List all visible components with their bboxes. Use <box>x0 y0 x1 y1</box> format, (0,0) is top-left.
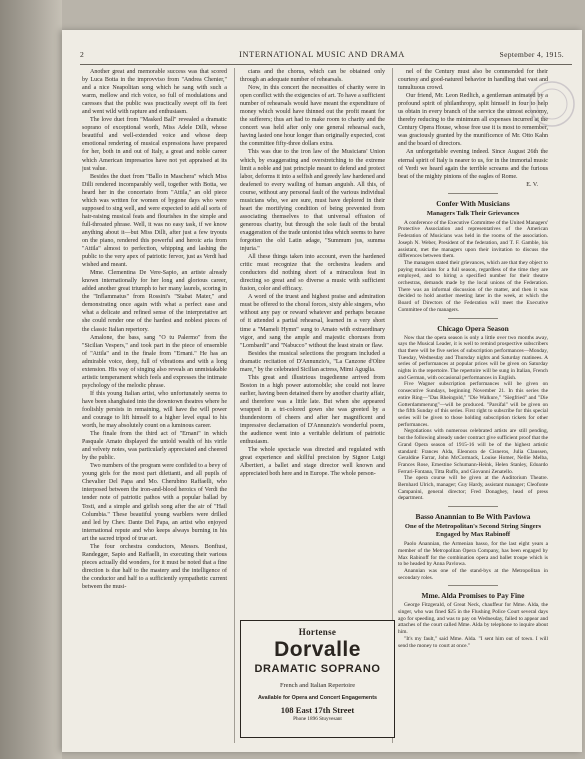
paragraph: A conference of the Executive Committee of the United Managers' Protective Association and representatives of the American Federation of Musicians was held in the rooms of the association. Joseph N. Weber, President of the federation, and T. F. Gamble, his assistant, met the managers upon their invitation to discuss the differences between them. <box>398 219 548 260</box>
issue-date: September 4, 1915. <box>499 50 564 59</box>
paragraph: If this young Italian artist, who unfortunately seems to have been shanghaied into the downtown theatres where he foolishly persists in remaining, will have the will power and courage to lift himself to a higher level equal to his worth, he may absolutely count on a luminous career. <box>82 390 227 430</box>
ad-first-name: Hortense <box>298 627 337 637</box>
paragraph: The finale from the third act of "Ernani" in which Pasquale Amato displayed the untold wealth of his virile and velvety notes, was particularly appreciated and cheered by the public. <box>82 431 227 462</box>
book-gutter <box>0 0 62 759</box>
header-rule <box>80 64 572 65</box>
column-divider <box>234 68 235 743</box>
section-body <box>398 335 548 503</box>
paragraph: Mme. Clementina De Vere-Sapio, an artiste already known internationally for her long and glorious career, added another great triumph to her many laurels, scoring in the "Inflammatus" from Rossini's "Stabat Mater," and demonstrating once again with what a perfect ease and what a delicate and refined sense of the interpretative art she could render one of the hardest and noblest pieces of the classic Italian repertory. <box>82 270 227 333</box>
paragraph: This great and illustrious tragedienne arrived from Boston in a high power automobile; she could not leave earlier, having been detained there by another charity affair, and therefore was a little late. But when she appeared wrapped in a tri-colored gown she was greeted by a thunderstorm of cheers and after her magnificent and impressive declamation of D'Annunzio's wonderful poem, the audience went into a veritable delirium of patriotic enthusiasm. <box>240 374 385 446</box>
ad-availability: Available for Opera and Concert Engagements <box>257 695 378 701</box>
paragraph: Five Wagner subscription performances will be given on consecutive Sundays, beginning November 21. In this series the entire Ring—"Das Rheingold," "Die Walkure," "Siegfried" and "Die Gotterdammerung"—will be produced. "Parsifal" will be given on the fifth Sunday of this series. First right to subscribe for this special series will be given to those holding subscription tickets for other performances. <box>398 381 548 428</box>
paragraph: Besides the musical selections the program included a dramatic recitation of D'Annunzio's, "La Canzone d'Oltre mare," by the celebrated Sicilian actress, Mimi Aguglia. <box>240 350 385 373</box>
section-subheading: One of the Metropolitan's Second String Singers Engaged by Max Rabinoff <box>404 523 542 539</box>
paragraph: George Fitzgerald, of Great Neck, chauffeur for Mme. Alda, the singer, who was fined $25 in the Flushing Police Court several days ago for speeding, and was to pay on Wednesday, failed to appear and attaches of the court called Mme. Alda by telephone to inquire about him. <box>398 602 548 636</box>
paragraph: The opera course will be given at the Auditorium Theatre. Bernhard Ulrich, manager; Guy Hardy, assistant manager; Cleofonte Campanini, general director; Fred Donaghey, head of press department. <box>398 475 548 502</box>
paragraph: Besides the duet from "Ballo in Maschera" which Miss Dilli rendered incomparably well, together with Botta, we heard her in the concertato from "Attila," an old piece which was written for women of bygone days who were supposed to sing well, and were expected to add all sorts of hair-raising musical feats and flourishes in the simple and full-throated phrase. Well, it was no easy task, if we know anything about it—but Miss Dilli, after just a few tryouts on the piano, rendered this powerful and heroic aria from "Attila" almost to perfection, whipping and lashing the public to the very apex of patriotic fervor, just as Verdi had wished and meant. <box>82 173 227 269</box>
paragraph: Two numbers of the program were confided to a bevy of young girls for the most part dilettanti, and all pupils of Chevalier Del Papa and Mo. Cherubino Raffaelli, who interposed between the iron-and-blood heroics of Verdi the tender note of patriotic pathos with a popular ballad by Tosti, and a simple and girlish song after the air of "Hail Columbia." These beautiful young warblers were drilled and led by Chev. Dante Del Papa, an artist who enjoyed international repute and who keeps always burning in his art the sacred tripod of true art. <box>82 463 227 542</box>
page-number: 2 <box>80 50 85 59</box>
section-heading: Chicago Opera Season <box>437 323 509 333</box>
paragraph: The whole spectacle was directed and regulated with great experience and skillful precision by Signor Luigi Albertieri, a ballet and stage director well known and appreciated both here and in Europe. The whole person- <box>240 447 385 478</box>
paragraph: Now, in this concert the necessities of charity were in open conflict with the exigencies of art. To have a sufficient number of rehearsals would have meant the expenditure of money which would have thinned out the profit meant for the sufferers; thus art had to make room to charity and the concert was held after only one general rehearsal each, having lasted one hour longer than originally expected, cost the committee fifty-three dollars extra. <box>240 85 385 148</box>
paragraph: The managers stated their grievances, which are that they object to paying musicians for a full season, regardless of the time they are employed, and to hiring a specified number for their theatre orchestras, demands made by the local unions of the Federation. There was an informal discussion of the matter, and then it was decided to hold another meeting later in the week, at which the Board of Directors of the Federation will meet the Executive Committee of the managers. <box>398 259 548 313</box>
section-heading: Mme. Alda Promises to Pay Fine <box>421 591 525 601</box>
paragraph: "It's my fault," said Mme. Alda. "I sent him out of town. I will send the money to court at once." <box>398 635 548 649</box>
paragraph: This was due to the iron law of the Musicians' Union which, by exaggerating and overstretching to the extreme limit a noble and just principle meant to defend and protect labor, deforms it into a selfish and greedy law hardened and deafened to every wailing of human anguish. All this, of course, without any personal fault of the various individual musicians who, we are sure, must have deplored in their heart the mortifying condition of being prevented from associating themselves to that universal effusion of generous charity, but through the sole fault of the brutal exaggeration of the trade unionist idea which seems to have forgotten the old Latin adage, "Summum jus, summa injuria." <box>240 149 385 253</box>
article-column-2 <box>240 68 385 616</box>
section-body <box>398 220 548 314</box>
ad-address: 108 East 17th Street <box>280 705 355 715</box>
section-subheading: Managers Talk Their Grievances <box>426 209 520 217</box>
paragraph: An unforgettable evening indeed. Since August 26th the eternal spirit of Italy is nearer to us, for in the immortal music of Verdi we heard again the terrible screams and the furious beat of the mighty pinions of the eagles of Rome. <box>398 149 548 180</box>
section-divider <box>448 193 498 194</box>
page-header <box>70 50 574 62</box>
paragraph: A word of the truest and highest praise and admiration must be offered to the choral forces, sixty able singers, who without any pay or reward whatever and perhaps because of it attended a partial rehearsal, learned in a very short time a "Mameli Hymn" sung to Amato with extraordinary vigor, and sang the ample and majestic choruses from "Lombardi" and "Nabucco" without the least strain or flaw. <box>240 294 385 349</box>
paragraph: Our friend, Mr. Leon Redlich, a gentleman animated by a profound spirit of philanthropy, split himself in four to help us obtain in every branch of the service the utmost economy, thereby reducing to the minimum all expenses incurred at the Century Opera House, whose free use it is most to remember, was graciously granted by the munificence of Mr. Otto Kahn and the board of directors. <box>398 93 548 148</box>
section-body <box>398 541 548 581</box>
paragraph: Anannian was one of the stand-bys at the Metropolitan in secondary roles. <box>398 567 548 581</box>
paragraph: The four orchestra conductors, Messrs. Bonfiusi, Randegger, Sapio and Raffaelli, in executing their various pieces actually did wonders, for it must be noted that a fine direction is due half to the mastery and the intelligence of the conductor and half to a sufficiently sympathetic current between the musi- <box>82 543 227 590</box>
paragraph: Negotiations with numerous celebrated artists are still pending, but the following already under contract give sufficient proof that the Grand Opera season of 1915-16 will be of the highest artistic standard: Frances Alda, Eleonora de Cisneros, Julia Claussen, Geraldine Farrar, John McCormack, Louise Homer, Nellie Melba, Frances Rose, Ernestine Schumann-Heink, Helen Stanley, Edoardo Ferrari-Fontana, Titta Ruffo, and Giovanni Zenatello. <box>398 428 548 475</box>
paragraph: Paolo Anannian, the Armenian basso, for the last eight years a member of the Metropolitan Opera Company, has been engaged by Max Rabinoff for the combination opera and ballet troupe which is to be headed by Anna Pavlowa. <box>398 541 548 568</box>
ad-repertoire: French and Italian Repertoire <box>279 682 356 689</box>
section-heading: Basso Anannian to Be With Pavlowa <box>415 512 531 522</box>
library-stamp-icon <box>526 78 578 130</box>
section-divider <box>448 506 498 507</box>
section-divider <box>448 585 498 586</box>
paragraph: cians and the chorus, which can be obtained only through an adequate number of rehearsals. <box>240 69 385 84</box>
ad-phone: Phone 1896 Stuyvesant <box>293 716 342 722</box>
magazine-page <box>62 30 582 752</box>
section-heading: Confer With Musicians <box>436 198 510 208</box>
section-body <box>398 602 548 649</box>
article-column-1 <box>82 68 227 743</box>
paragraph: The love duet from "Masked Ball" revealed a dramatic soprano of exceptional worth, Miss Adele Dilli, whose beautiful and well-extended voice and whose deep emotional rendering of musical expressions have prepared for her, both in and out of Italy, a great and noble career which American impresarios have not yet appraised at its just value. <box>82 117 227 172</box>
paragraph: Amalone, the bass, sang "O tu Palermo" from the "Sicilian Vespers," and took part in the piece of ensemble of "Attila" and in the finale from "Ernani." He has an admirable voice, deep, full of vibrations and with a long extension. His way of singing also reveals an unmistakable artistic temperament which feels and expresses the intimate psychology of the melodic phrase. <box>82 334 227 389</box>
ad-surname: Dorvalle <box>274 638 361 661</box>
paragraph: Now that the opera season is only a little over two months away, says the Musical Leader, it is well to remind prospective subscribers that there will be five series of subscription performances—Monday, Tuesday, Wednesday and Thursday nights and Saturday matinees. A series of performances at popular prices will be given on Saturday nights in the repertoire. The repertoire will be sung in Italian, French and German, with occasional performances in English. <box>398 334 548 381</box>
paragraph: Another great and memorable success was that scored by Luca Botta in the improvviso from "Andrea Chenier," and a nice Neapolitan song which he sang with such a warm, mellow and rich voice, so full of modulations and caresses that the public was practically swept off its feet and went wild with rapture and enthusiasm. <box>82 69 227 116</box>
ad-voice-type: DRAMATIC SOPRANO <box>254 663 381 675</box>
masthead: INTERNATIONAL MUSIC AND DRAMA <box>239 50 405 59</box>
author-signature: E. V. <box>526 181 538 188</box>
advertisement-box <box>240 620 395 738</box>
paragraph: nel of the Century must also be commended for their courtesy and good-natured behavior in handling that vast and tumultuous crowd. <box>398 69 548 92</box>
paragraph: All these things taken into account, even the hardened critic must recognize that the orchestra leaders and conductors did nothing short of a miraculous feat in directing so great and so diverse a music with sufficient fusion, color and efficacy. <box>240 254 385 293</box>
section-divider <box>448 318 498 319</box>
article-column-3 <box>398 68 548 743</box>
